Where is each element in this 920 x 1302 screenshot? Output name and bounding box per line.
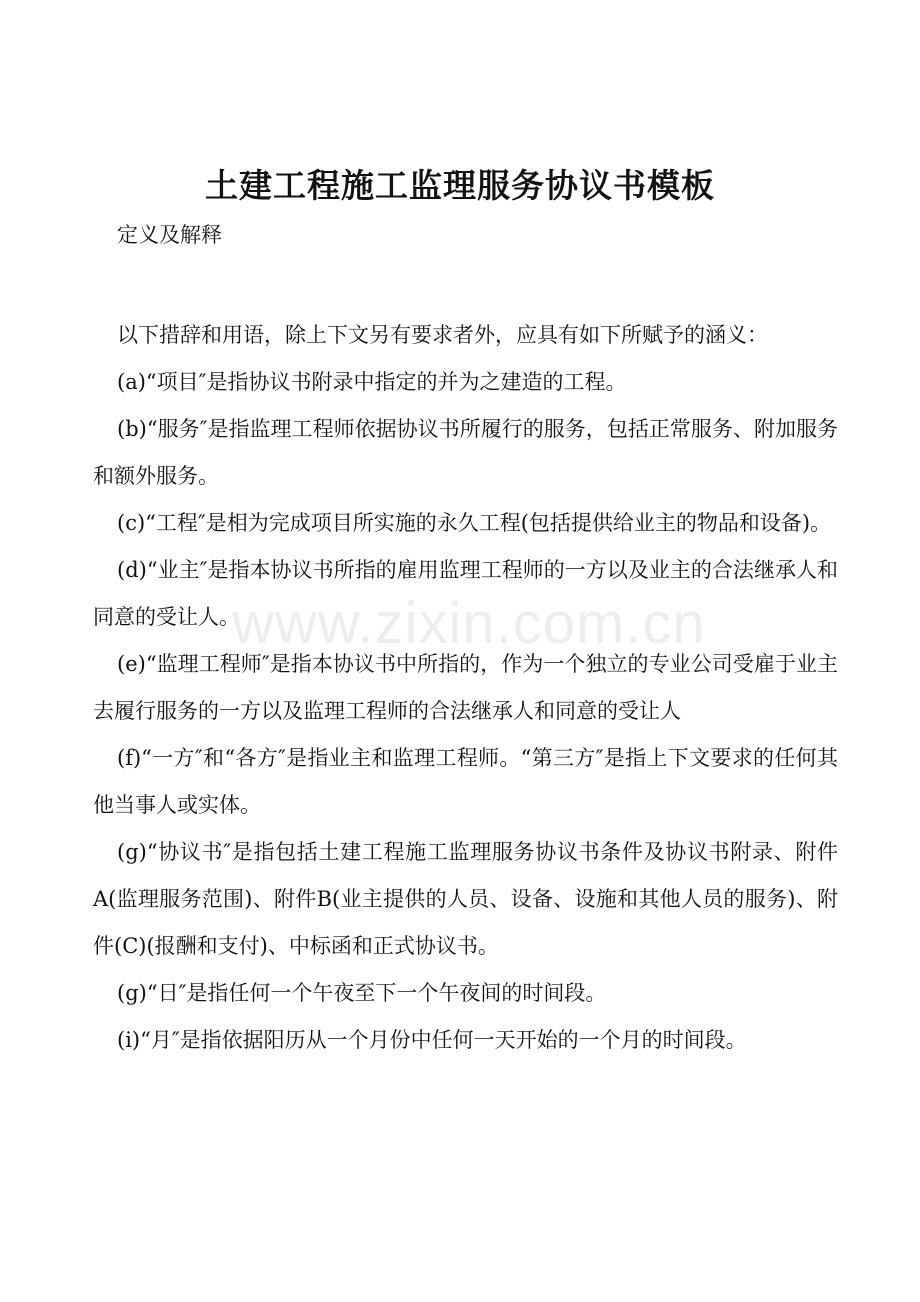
definition-party: (f)“一方″和“各方″是指业主和监理工程师。“第三方″是指上下文要求的任何其他当事人或实体。 [93,746,838,817]
definition-engineer: (e)“监理工程师″是指本协议书中所指的，作为一个独立的专业公司受雇于业主去履行服务的一方以及监理工程师的合法继承人和同意的受让人 [93,652,838,723]
definition-works: (c)“工程″是相为完成项目所实施的永久工程(包括提供给业主的物品和设备)。 [117,511,832,535]
document-body [93,312,838,1064]
definition-services: (b)“服务″是指监理工程师依据协议书所履行的服务，包括正常服务、附加服务和额外服务。 [93,417,838,488]
definition-month: (i)“月″是指依据阳历从一个月份中任何一天开始的一个月的时间段。 [117,1028,747,1052]
definition-day: (g)“日″是指任何一个午夜至下一个午夜间的时间段。 [117,981,607,1005]
definition-agreement: (g)“协议书″是指包括土建工程施工监理服务协议书条件及协议书附录、附件A(监理服务范围)、附件B(业主提供的人员、设备、设施和其他人员的服务)、附件(C)(报酬和支付)、中标函和正式协议书。 [93,840,838,958]
definition-project: (a)“项目″是指协议书附录中指定的并为之建造的工程。 [117,370,627,394]
definition-employer: (d)“业主″是指本协议书所指的雇用监理工程师的一方以及业主的合法继承人和同意的受让人。 [93,558,838,629]
paragraph-intro: 以下措辞和用语，除上下文另有要求者外，应具有如下所赋予的涵义： [117,323,768,347]
watermark: www.zixin.com.cn [232,591,706,656]
document-title: 土建工程施工监理服务协议书模板 [205,166,715,205]
section-heading: 定义及解释 [117,223,222,247]
